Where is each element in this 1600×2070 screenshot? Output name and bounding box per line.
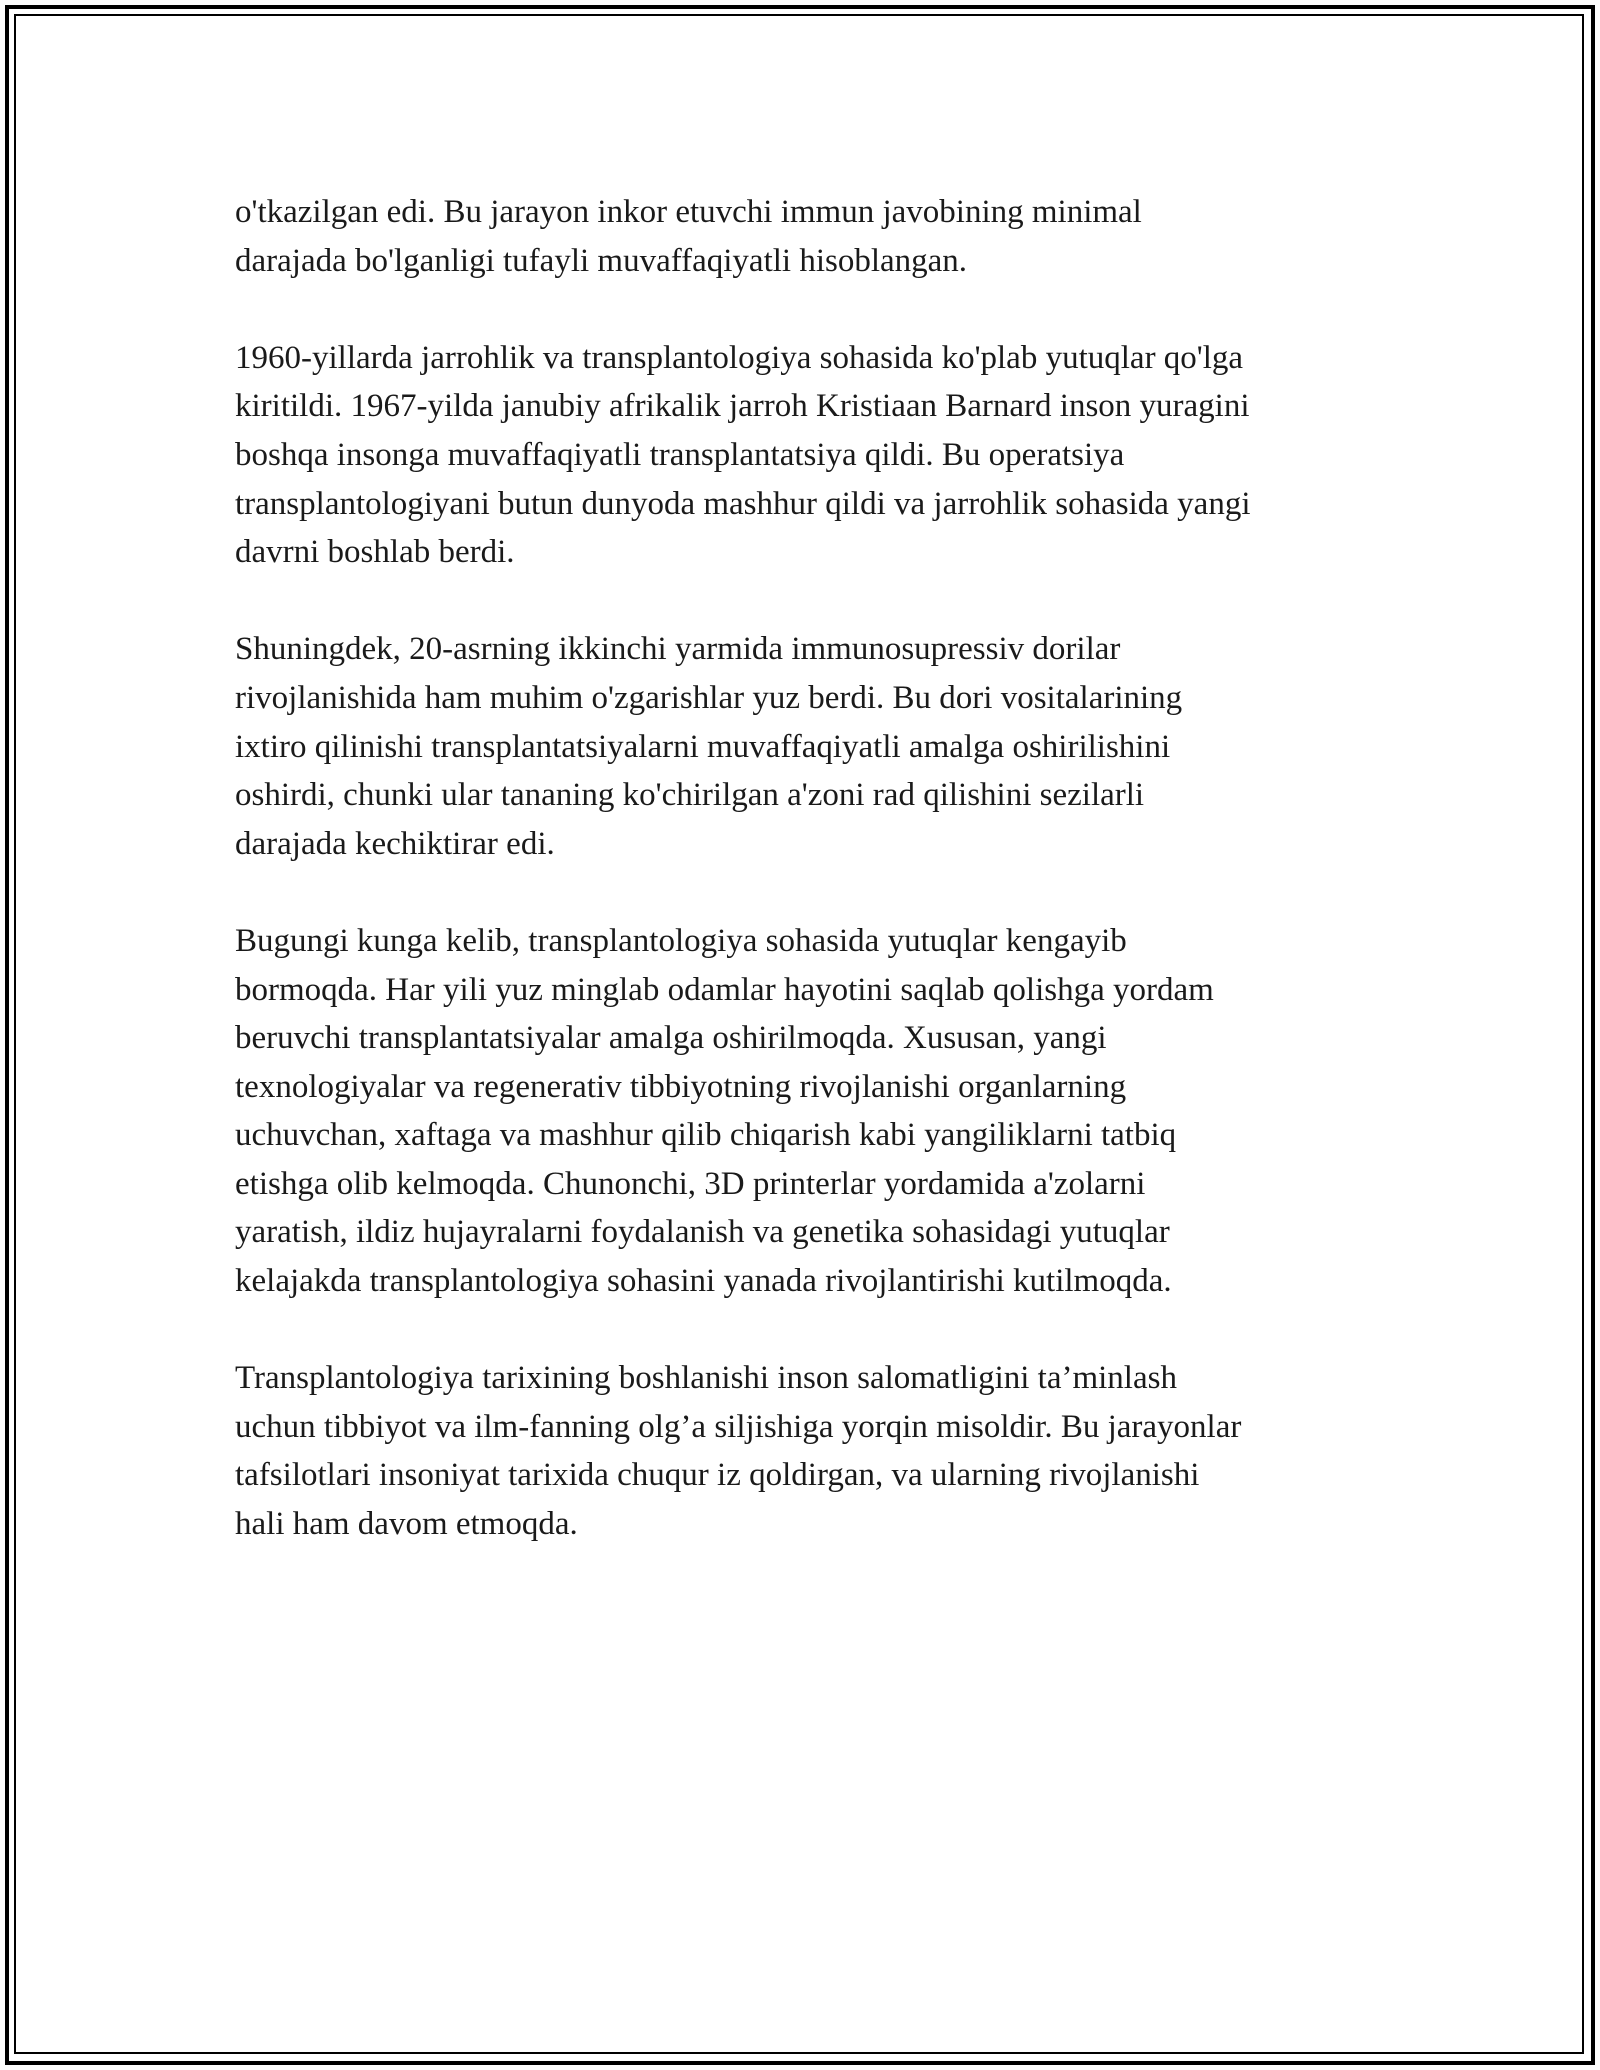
- text-line: Shuningdek, 20-asrning ikkinchi yarmida immunosupressiv dorilar: [235, 631, 1121, 668]
- text-line: bormoqda. Har yili yuz minglab odamlar hayotini saqlab qolishga yordam: [235, 971, 1214, 1008]
- text-line: davrni boshlab berdi.: [235, 534, 515, 571]
- text-line: 1960-yillarda jarrohlik va transplantologiya sohasida ko'plab yutuqlar qo'lga: [235, 339, 1244, 376]
- paragraph-5: [235, 1354, 1375, 1548]
- text-line: Transplantologiya tarixining boshlanishi inson salomatligini ta’minlash: [235, 1360, 1177, 1397]
- text-line: oshirdi, chunki ular tananing ko'chirilgan a'zoni rad qilishini sezilarli: [235, 777, 1145, 814]
- text-line: uchuvchan, xaftaga va mashhur qilib chiqarish kabi yangiliklarni tatbiq: [235, 1117, 1177, 1154]
- paragraph-2: [235, 334, 1375, 577]
- text-line: texnologiyalar va regenerativ tibbiyotning rivojlanishi organlarning: [235, 1068, 1127, 1105]
- text-line: darajada bo'lganligi tufayli muvaffaqiyatli hisoblangan.: [235, 242, 968, 279]
- paragraph-4: [235, 917, 1375, 1306]
- text-line: transplantologiyani butun dunyoda mashhur qildi va jarrohlik sohasida yangi: [235, 485, 1251, 522]
- text-line: beruvchi transplantatsiyalar amalga oshirilmoqda. Xususan, yangi: [235, 1020, 1107, 1057]
- text-line: ixtiro qilinishi transplantatsiyalarni muvaffaqiyatli amalga oshirilishini: [235, 728, 1171, 765]
- text-line: rivojlanishida ham muhim o'zgarishlar yuz berdi. Bu dori vositalarining: [235, 679, 1183, 716]
- text-line: etishga olib kelmoqda. Chunonchi, 3D printerlar yordamida a'zolarni: [235, 1165, 1146, 1202]
- text-line: kiritildi. 1967-yilda janubiy afrikalik jarroh Kristiaan Barnard inson yuragini: [235, 388, 1250, 425]
- document-body: [235, 188, 1375, 1597]
- text-line: o'tkazilgan edi. Bu jarayon inkor etuvchi immun javobining minimal: [235, 194, 1142, 230]
- text-line: darajada kechiktirar edi.: [235, 825, 555, 862]
- text-line: boshqa insonga muvaffaqiyatli transplantatsiya qildi. Bu operatsiya: [235, 436, 1125, 473]
- text-line: yaratish, ildiz hujayralarni foydalanish va genetika sohasidagi yutuqlar: [235, 1214, 1170, 1251]
- text-line: tafsilotlari insoniyat tarixida chuqur iz qoldirgan, va ularning rivojlanishi: [235, 1457, 1200, 1494]
- text-line: kelajakda transplantologiya sohasini yanada rivojlantirishi kutilmoqda.: [235, 1263, 1172, 1300]
- paragraph-3: [235, 625, 1375, 868]
- text-line: hali ham davom etmoqda.: [235, 1506, 578, 1543]
- text-line: Bugungi kunga kelib, transplantologiya sohasida yutuqlar kengayib: [235, 922, 1127, 959]
- paragraph-1: [235, 188, 1375, 285]
- text-line: uchun tibbiyot va ilm-fanning olg’a siljishiga yorqin misoldir. Bu jarayonlar: [235, 1408, 1242, 1445]
